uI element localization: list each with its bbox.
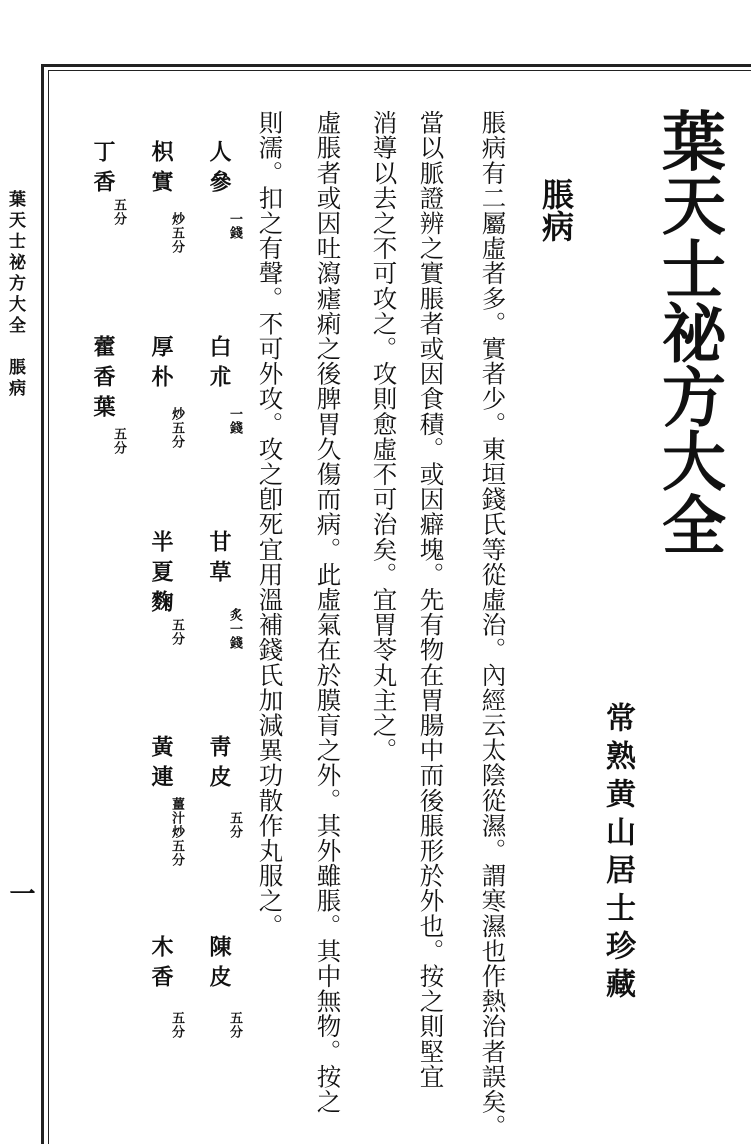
book-title: 葉天士祕方大全	[651, 108, 726, 556]
body-column-1: 脹病有二屬虛者多。實者少。東垣錢氏等從虛治。內經云太陰從濕。謂寒濕也作熱治者誤矣。	[478, 110, 508, 1140]
frame-top-rule-inner	[48, 70, 751, 71]
author-attribution: 常熟黄山居士珍藏	[600, 702, 635, 1006]
body-column-4: 虛脹者或因吐瀉瘧痢之後脾胃久傷而病。此虛氣在於膜肓之外。其外雖脹。其中無物。按之	[313, 110, 343, 1114]
page-number: 一	[5, 880, 35, 906]
body-column-5: 則濡。扣之有聲。不可外攻。攻之卽死宜用溫補錢氏加減異功散作丸服之。	[255, 110, 285, 939]
running-title: 葉天士祕方大全 脹病	[5, 190, 25, 400]
frame-top-rule	[41, 64, 751, 67]
body-column-2: 當以脈證辨之實脹者或因食積。或因癖塊。先有物在胃腸中而後脹形於外也。按之則堅宜	[416, 110, 446, 1089]
body-column-3: 消導以去之不可攻之。攻則愈虛不可治矣。宜胃苓丸主之。	[369, 110, 399, 763]
frame-left-rule	[41, 64, 44, 1144]
section-heading: 脹病	[537, 178, 575, 242]
frame-left-rule-inner	[48, 70, 49, 1144]
